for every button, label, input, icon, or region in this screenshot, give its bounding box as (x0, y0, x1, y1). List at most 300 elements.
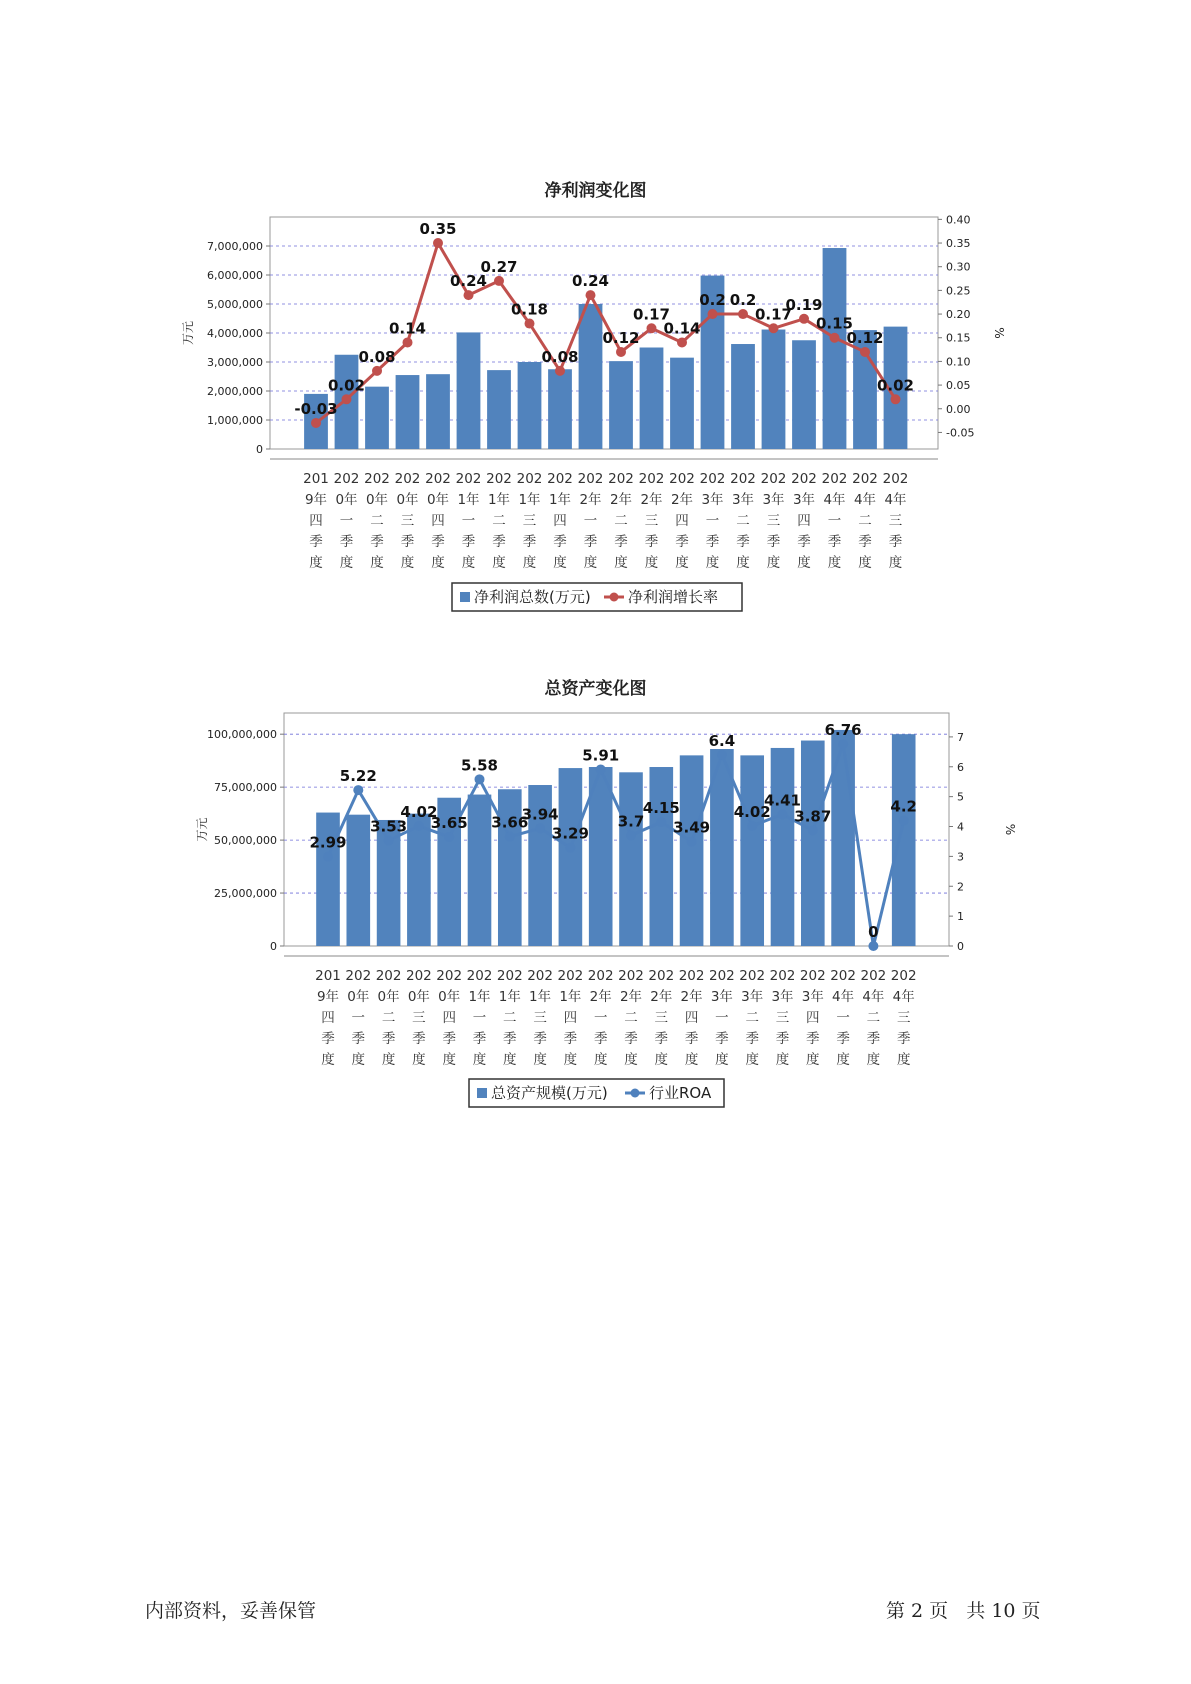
svg-text:0年: 0年 (438, 989, 461, 1005)
x-tick-label (679, 968, 705, 1068)
svg-text:二: 二 (858, 513, 872, 529)
svg-text:度: 度 (775, 1052, 790, 1068)
svg-text:二: 二 (624, 1010, 638, 1026)
legend-line-marker (631, 1089, 640, 1098)
svg-text:季: 季 (522, 534, 537, 550)
x-tick-label (376, 968, 402, 1068)
svg-text:季: 季 (351, 1031, 366, 1047)
data-label: 3.49 (673, 818, 711, 837)
y2-axis-title: % (1003, 823, 1017, 836)
svg-text:202: 202 (466, 968, 493, 984)
x-tick-label (618, 968, 644, 1068)
svg-text:度: 度 (705, 555, 720, 571)
svg-text:度: 度 (858, 555, 872, 571)
svg-text:度: 度 (431, 555, 445, 571)
line-point (353, 785, 363, 795)
svg-text:二: 二 (492, 513, 506, 529)
y-tick-label: 6,000,000 (207, 269, 263, 282)
svg-text:1年: 1年 (559, 989, 582, 1005)
svg-text:1年: 1年 (487, 492, 511, 508)
line-point (838, 739, 848, 749)
svg-text:0年: 0年 (426, 492, 450, 508)
svg-text:一: 一 (339, 513, 354, 529)
data-label: 0.14 (663, 319, 701, 338)
svg-text:三: 三 (644, 513, 659, 529)
x-tick-label (315, 968, 341, 1068)
svg-text:季: 季 (858, 534, 872, 550)
y-tick-label: 2,000,000 (207, 385, 263, 398)
svg-text:季: 季 (321, 1031, 335, 1047)
svg-text:2年: 2年 (609, 492, 633, 508)
data-label: -0.03 (294, 399, 338, 418)
svg-text:度: 度 (736, 555, 750, 571)
svg-text:季: 季 (888, 534, 903, 550)
line-point (323, 852, 333, 862)
svg-text:202: 202 (455, 471, 482, 487)
svg-text:四: 四 (675, 513, 689, 529)
svg-text:2年: 2年 (650, 989, 673, 1005)
svg-text:季: 季 (766, 534, 781, 550)
bar (649, 767, 673, 946)
svg-text:季: 季 (644, 534, 659, 550)
svg-text:一: 一 (583, 513, 598, 529)
x-tick-label (891, 968, 917, 1068)
svg-text:202: 202 (739, 968, 766, 984)
svg-text:202: 202 (587, 968, 614, 984)
y2-tick-label: 0.30 (946, 260, 971, 274)
svg-text:季: 季 (866, 1031, 881, 1047)
svg-text:202: 202 (709, 968, 735, 984)
line-point (899, 816, 909, 826)
chart1-title: 净利润变化图 (544, 181, 647, 201)
svg-text:202: 202 (830, 968, 856, 984)
data-label: 0.15 (815, 314, 854, 333)
y2-tick-label: 0.25 (946, 284, 971, 298)
svg-text:三: 三 (654, 1010, 669, 1026)
svg-text:度: 度 (593, 1052, 608, 1068)
x-tick-label (739, 968, 765, 1068)
y2-tick-label: -0.05 (946, 426, 975, 440)
svg-text:1年: 1年 (498, 989, 521, 1005)
svg-text:四: 四 (309, 513, 323, 529)
line-point (596, 764, 606, 774)
line-point (808, 825, 818, 835)
svg-text:3年: 3年 (801, 989, 824, 1005)
svg-text:度: 度 (583, 555, 598, 571)
data-label: 5.58 (460, 756, 499, 775)
y-axis-title: 万元 (181, 320, 195, 346)
svg-text:9年: 9年 (304, 492, 328, 508)
svg-text:1年: 1年 (529, 989, 552, 1005)
svg-text:度: 度 (624, 1052, 638, 1068)
y-tick-label: 4,000,000 (207, 327, 263, 340)
x-tick-label (709, 968, 735, 1068)
svg-text:二: 二 (866, 1010, 881, 1026)
data-label: 5.22 (339, 767, 377, 786)
y2-tick-label: 0.35 (946, 237, 971, 251)
svg-text:四: 四 (563, 1010, 578, 1026)
svg-text:三: 三 (775, 1010, 790, 1026)
y-tick-label: 3,000,000 (207, 356, 263, 369)
footer-left: 内部资料，妥善保管 (145, 1600, 317, 1622)
svg-text:度: 度 (896, 1052, 911, 1068)
data-label: 0.02 (876, 376, 915, 395)
data-label: 0.27 (480, 257, 518, 276)
svg-text:度: 度 (715, 1052, 729, 1068)
svg-text:1年: 1年 (468, 989, 491, 1005)
svg-text:季: 季 (370, 534, 384, 550)
svg-text:三: 三 (412, 1010, 426, 1026)
data-label: 0.24 (571, 272, 610, 291)
legend-bar-label: 净利润总数(万元) (474, 588, 591, 606)
svg-text:季: 季 (431, 534, 445, 550)
svg-text:度: 度 (321, 1052, 335, 1068)
svg-text:度: 度 (461, 555, 476, 571)
svg-text:四: 四 (442, 1010, 456, 1026)
data-label: 0.12 (846, 328, 884, 347)
svg-text:三: 三 (766, 513, 781, 529)
footer-right: 第 2 页 共 10 页 (886, 1600, 1041, 1622)
x-tick-label (558, 968, 584, 1068)
svg-text:度: 度 (381, 1052, 396, 1068)
svg-text:0年: 0年 (396, 492, 419, 508)
svg-text:度: 度 (745, 1052, 759, 1068)
data-label: 4.2 (890, 797, 917, 816)
svg-text:一: 一 (461, 513, 476, 529)
svg-text:季: 季 (339, 534, 354, 550)
y2-axis-title: % (992, 327, 1006, 339)
y-tick-label: 75,000,000 (214, 781, 277, 795)
x-tick-label (800, 968, 826, 1068)
svg-text:季: 季 (533, 1031, 547, 1047)
data-label: 0.19 (785, 295, 823, 314)
svg-text:2年: 2年 (579, 492, 602, 508)
svg-text:四: 四 (321, 1010, 335, 1026)
svg-text:3年: 3年 (701, 492, 724, 508)
y-tick-label: 100,000,000 (207, 728, 277, 742)
svg-text:二: 二 (503, 1010, 517, 1026)
svg-text:202: 202 (425, 471, 451, 487)
svg-text:四: 四 (431, 513, 445, 529)
data-label: 6.76 (824, 721, 862, 740)
data-label: 0.08 (541, 347, 579, 366)
svg-text:季: 季 (503, 1031, 517, 1047)
line-point (384, 836, 394, 846)
y2-tick-label: 0 (957, 940, 964, 953)
line-point (717, 750, 727, 760)
y-axis-title: 万元 (195, 817, 209, 842)
line-point (444, 832, 454, 842)
svg-text:一: 一 (836, 1010, 850, 1026)
bar (468, 795, 492, 946)
data-label: 0.2 (699, 291, 726, 310)
svg-text:4年: 4年 (832, 989, 855, 1005)
svg-text:季: 季 (412, 1031, 426, 1047)
svg-text:季: 季 (836, 1031, 850, 1047)
svg-text:三: 三 (533, 1010, 547, 1026)
svg-text:季: 季 (896, 1031, 911, 1047)
svg-text:度: 度 (806, 1052, 820, 1068)
svg-text:202: 202 (608, 471, 634, 487)
y-tick-label: 0 (270, 940, 277, 953)
svg-text:3年: 3年 (762, 492, 785, 508)
svg-text:202: 202 (799, 968, 826, 984)
svg-text:度: 度 (797, 555, 811, 571)
svg-text:度: 度 (492, 555, 506, 571)
svg-text:0年: 0年 (347, 989, 370, 1005)
svg-text:201: 201 (303, 471, 329, 487)
svg-text:3年: 3年 (792, 492, 816, 508)
svg-text:202: 202 (890, 968, 917, 984)
svg-text:季: 季 (654, 1031, 669, 1047)
data-label: 4.02 (733, 802, 771, 821)
x-tick-label (770, 968, 796, 1068)
data-label: 0.14 (388, 319, 427, 338)
data-label: 5.91 (582, 746, 620, 765)
svg-text:季: 季 (400, 534, 415, 550)
svg-text:202: 202 (557, 968, 584, 984)
svg-text:三: 三 (896, 1010, 911, 1026)
svg-text:度: 度 (827, 555, 842, 571)
svg-text:二: 二 (370, 513, 384, 529)
svg-text:四: 四 (806, 1010, 820, 1026)
y2-tick-label: 0.10 (946, 355, 971, 369)
bar (740, 755, 764, 946)
svg-text:度: 度 (309, 555, 323, 571)
svg-text:202: 202 (669, 471, 695, 487)
y-tick-label: 1,000,000 (207, 414, 263, 427)
svg-text:3年: 3年 (771, 989, 794, 1005)
bar (831, 730, 855, 946)
svg-text:202: 202 (364, 471, 390, 487)
y-tick-label: 7,000,000 (207, 240, 263, 253)
line-point (687, 837, 697, 847)
y2-tick-label: 0.20 (946, 308, 971, 322)
svg-text:季: 季 (624, 1031, 638, 1047)
svg-text:202: 202 (436, 968, 463, 984)
svg-text:季: 季 (806, 1031, 820, 1047)
data-label: 3.29 (551, 824, 589, 843)
svg-text:季: 季 (381, 1031, 396, 1047)
svg-text:202: 202 (375, 968, 402, 984)
bar (801, 741, 825, 946)
svg-text:202: 202 (577, 471, 604, 487)
svg-text:202: 202 (769, 968, 796, 984)
svg-text:2年: 2年 (680, 989, 703, 1005)
svg-text:202: 202 (678, 968, 705, 984)
line-point (565, 843, 575, 853)
x-tick-label (648, 968, 674, 1068)
data-label: 2.99 (309, 833, 347, 852)
y2-tick-label: 4 (957, 820, 964, 834)
svg-text:一: 一 (593, 1010, 608, 1026)
line-point (505, 832, 515, 842)
svg-text:季: 季 (492, 534, 506, 550)
svg-text:度: 度 (866, 1052, 881, 1068)
svg-text:四: 四 (684, 1010, 699, 1026)
data-label: 4.41 (763, 791, 802, 810)
svg-text:一: 一 (827, 513, 842, 529)
x-tick-label (861, 968, 887, 1068)
x-tick-label (467, 968, 493, 1068)
svg-text:季: 季 (827, 534, 842, 550)
line-point (656, 817, 666, 827)
svg-text:季: 季 (684, 1031, 699, 1047)
data-label: 0.08 (358, 347, 396, 366)
data-label: 3.87 (794, 807, 832, 826)
bar (619, 772, 643, 946)
svg-text:202: 202 (547, 471, 573, 487)
svg-text:3年: 3年 (731, 492, 755, 508)
svg-text:度: 度 (675, 555, 689, 571)
svg-text:0年: 0年 (377, 989, 400, 1005)
y-tick-label: 25,000,000 (214, 887, 277, 901)
svg-text:202: 202 (852, 471, 878, 487)
y2-tick-label: 0.15 (946, 331, 971, 345)
data-label: 0.2 (729, 291, 757, 310)
svg-text:202: 202 (648, 968, 675, 984)
svg-text:202: 202 (333, 471, 360, 487)
svg-text:4年: 4年 (862, 989, 885, 1005)
x-tick-label (345, 968, 371, 1068)
svg-text:三: 三 (400, 513, 415, 529)
svg-text:一: 一 (715, 1010, 729, 1026)
y2-tick-label: 1 (957, 910, 964, 924)
svg-text:202: 202 (760, 471, 787, 487)
bar (680, 755, 704, 946)
data-label: 0.35 (419, 220, 457, 239)
svg-text:度: 度 (654, 1052, 669, 1068)
svg-text:0年: 0年 (335, 492, 358, 508)
svg-text:4年: 4年 (892, 989, 915, 1005)
x-tick-label (830, 968, 856, 1068)
svg-text:二: 二 (745, 1010, 759, 1026)
y2-tick-label: 0.00 (946, 402, 971, 416)
x-tick-label (527, 968, 553, 1068)
svg-text:二: 二 (736, 513, 750, 529)
svg-text:度: 度 (412, 1052, 426, 1068)
svg-text:202: 202 (527, 968, 553, 984)
svg-text:0年: 0年 (365, 492, 389, 508)
svg-text:202: 202 (406, 968, 432, 984)
svg-text:202: 202 (638, 471, 665, 487)
svg-text:1年: 1年 (518, 492, 541, 508)
x-tick-label (497, 968, 523, 1068)
svg-text:202: 202 (730, 471, 756, 487)
svg-text:0年: 0年 (407, 989, 430, 1005)
svg-text:四: 四 (797, 513, 811, 529)
y-tick-label: 5,000,000 (207, 298, 263, 311)
svg-text:季: 季 (583, 534, 598, 550)
svg-text:二: 二 (381, 1010, 396, 1026)
line-point (747, 821, 757, 831)
legend-bar-swatch (477, 1088, 487, 1098)
y2-tick-label: 6 (957, 760, 964, 774)
data-label: 4.15 (642, 799, 680, 818)
line-point (626, 830, 636, 840)
svg-text:度: 度 (563, 1052, 578, 1068)
svg-text:季: 季 (442, 1031, 456, 1047)
bar (407, 814, 431, 946)
svg-text:201: 201 (315, 968, 341, 984)
x-tick-label (588, 968, 614, 1068)
svg-text:季: 季 (593, 1031, 608, 1047)
svg-text:季: 季 (705, 534, 720, 550)
data-label: 0.17 (632, 305, 671, 324)
data-label: 0.18 (510, 300, 549, 319)
svg-text:度: 度 (614, 555, 628, 571)
svg-text:度: 度 (503, 1052, 517, 1068)
svg-text:度: 度 (522, 555, 537, 571)
y2-tick-label: 0.05 (946, 379, 971, 393)
bar (771, 748, 795, 946)
legend-line-label: 行业ROA (649, 1084, 712, 1102)
svg-text:度: 度 (442, 1052, 456, 1068)
svg-text:度: 度 (400, 555, 415, 571)
svg-text:202: 202 (486, 471, 512, 487)
svg-text:二: 二 (614, 513, 628, 529)
svg-text:季: 季 (553, 534, 567, 550)
data-label: 3.7 (617, 812, 645, 831)
line-point (778, 809, 788, 819)
line-point (414, 821, 424, 831)
data-label: 3.53 (370, 817, 408, 836)
bar (559, 768, 583, 946)
data-label: 0.02 (327, 376, 366, 395)
line-point (868, 941, 878, 951)
data-label: 6.4 (708, 731, 736, 750)
line-point (535, 823, 545, 833)
svg-text:202: 202 (496, 968, 523, 984)
svg-text:季: 季 (745, 1031, 759, 1047)
y2-tick-label: 5 (957, 790, 964, 804)
line-point (475, 774, 485, 784)
svg-text:一: 一 (472, 1010, 487, 1026)
svg-text:度: 度 (553, 555, 567, 571)
svg-text:季: 季 (775, 1031, 790, 1047)
svg-text:季: 季 (736, 534, 750, 550)
svg-text:2年: 2年 (640, 492, 663, 508)
svg-text:度: 度 (370, 555, 384, 571)
svg-text:季: 季 (563, 1031, 578, 1047)
chart2-title: 总资产变化图 (544, 679, 647, 699)
svg-text:度: 度 (644, 555, 659, 571)
svg-text:202: 202 (860, 968, 887, 984)
data-label: 0.17 (754, 305, 793, 324)
bar (316, 813, 340, 946)
svg-text:季: 季 (472, 1031, 487, 1047)
x-tick-label (406, 968, 432, 1068)
y2-tick-label: 3 (957, 850, 964, 864)
svg-text:三: 三 (888, 513, 903, 529)
y2-tick-label: 2 (957, 880, 964, 894)
svg-text:4年: 4年 (853, 492, 877, 508)
svg-text:202: 202 (791, 471, 817, 487)
svg-text:1年: 1年 (548, 492, 572, 508)
bar (892, 734, 916, 946)
y2-tick-label: 0.40 (946, 213, 971, 227)
svg-text:度: 度 (836, 1052, 850, 1068)
svg-text:度: 度 (888, 555, 903, 571)
svg-text:一: 一 (351, 1010, 366, 1026)
data-label: 0 (868, 923, 879, 941)
svg-text:季: 季 (461, 534, 476, 550)
svg-text:季: 季 (715, 1031, 729, 1047)
svg-text:2年: 2年 (670, 492, 694, 508)
data-label: 3.65 (430, 813, 468, 832)
y-tick-label: 50,000,000 (214, 834, 277, 848)
svg-text:202: 202 (699, 471, 726, 487)
